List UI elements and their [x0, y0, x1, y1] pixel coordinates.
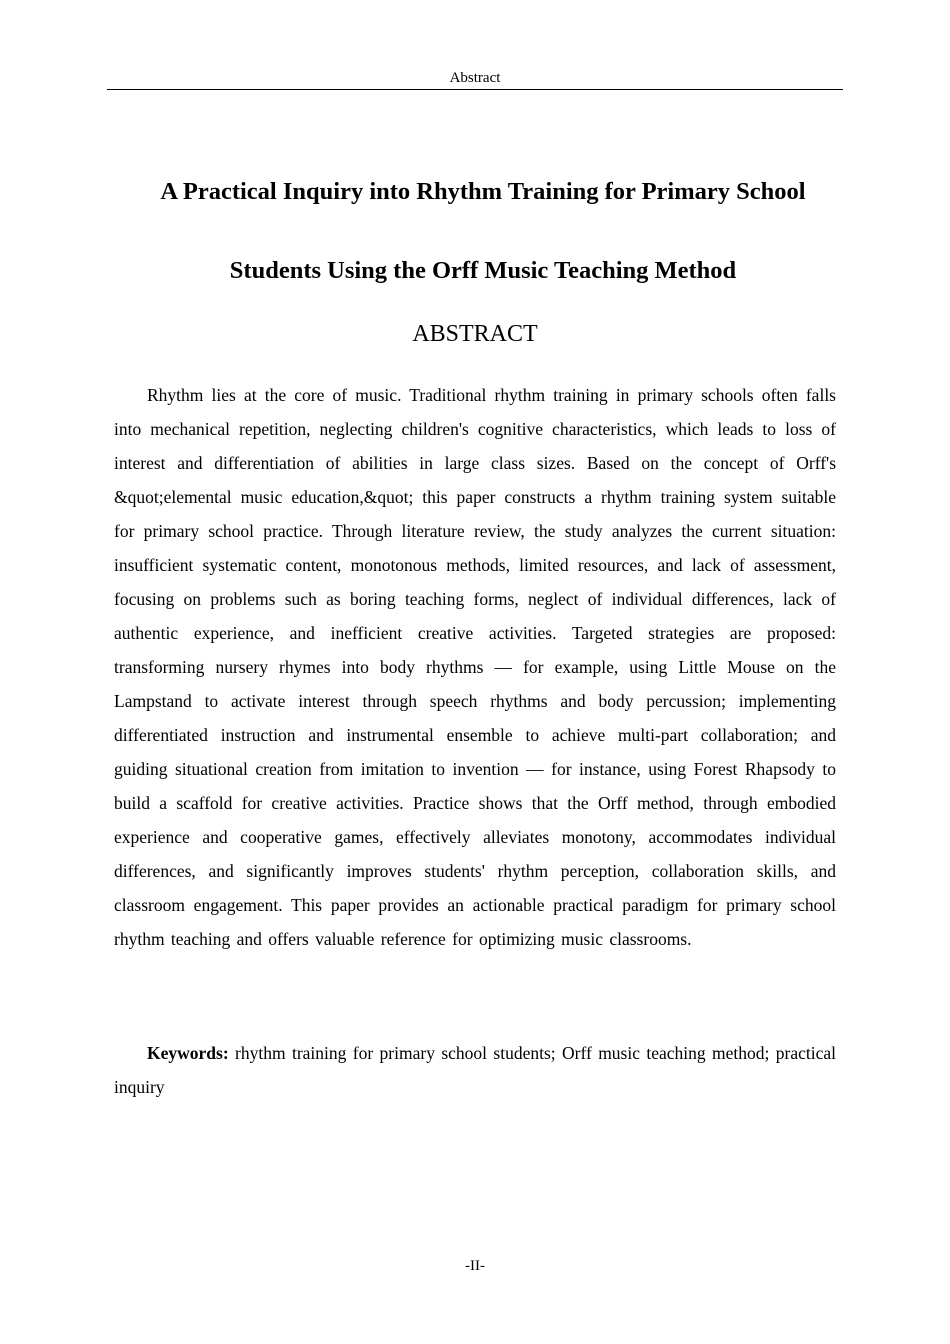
title-line-2: Students Using the Orff Music Teaching Method — [229, 257, 737, 284]
abstract-heading: ABSTRACT — [412, 321, 538, 347]
running-header: Abstract — [107, 68, 843, 90]
title-line-1: A Practical Inquiry into Rhythm Training for Primary School — [160, 178, 806, 205]
document-title — [107, 152, 859, 310]
keywords-paragraph — [114, 1036, 836, 1104]
keywords-text: rhythm training for primary school students; Orff music teaching method; practical inquiry — [114, 1043, 836, 1097]
keywords-label: Keywords: — [147, 1043, 229, 1063]
page-number: -II- — [465, 1258, 485, 1274]
abstract-paragraph: Rhythm lies at the core of music. Traditional rhythm training in primary schools often falls into mechanical repetition, neglecting children's cognitive characteristics, which leads to loss of interest and differentiation of abilities in large class sizes. Based on the concept of Orff's &quot;elemental music education,&quot; this paper constructs a rhythm training system suitable for primary school practice. Through literature review, the study analyzes the current situation: insufficient systematic content, monotonous methods, limited resources, and lack of assessment, focusing on problems such as boring teaching forms, neglect of individual differences, lack of authentic experience, and inefficient creative activities. Targeted strategies are proposed: transforming nursery rhymes into body rhythms — for example, using Little Mouse on the Lampstand to activate interest through speech rhythms and body percussion; implementing differentiated instruction and instrumental ensemble to achieve multi-part collaboration; and guiding situational creation from imitation to invention — for instance, using Forest Rhapsody to build a scaffold for creative activities. Practice shows that the Orff method, through embodied experience and cooperative games, effectively alleviates monotony, accommodates individual differences, and significantly improves students' rhythm perception, collaboration skills, and classroom engagement. This paper provides an actionable practical paradigm for primary school rhythm teaching and offers valuable reference for optimizing music classrooms. — [114, 385, 836, 949]
